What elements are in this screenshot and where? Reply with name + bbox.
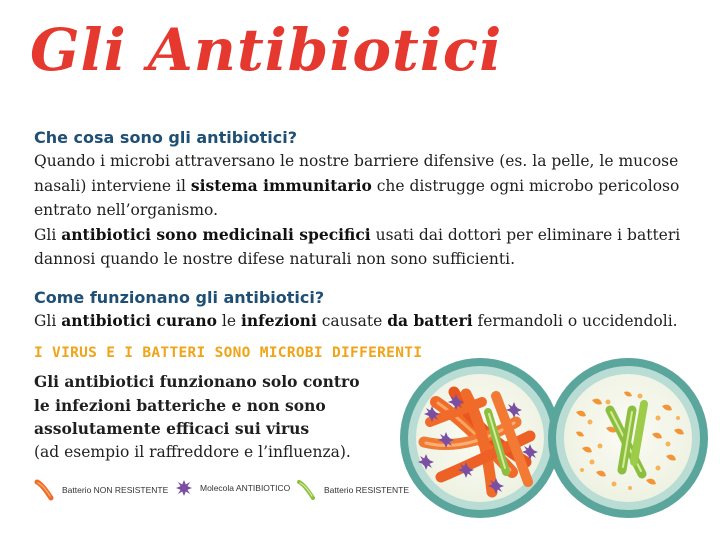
paragraph-how bbox=[34, 309, 694, 334]
petri-dish-after bbox=[548, 358, 708, 518]
text: causate bbox=[316, 312, 388, 330]
text: Gli bbox=[34, 225, 62, 244]
legend bbox=[34, 478, 414, 508]
page-title: Gli Antibiotici bbox=[30, 16, 503, 84]
virus-heading: I VIRUS E I BATTERI SONO MICROBI DIFFERENTI bbox=[34, 345, 423, 361]
virus-paragraph bbox=[34, 370, 394, 464]
section-heading: Che cosa sono gli antibiotici? bbox=[34, 128, 298, 147]
section-heading: Come funzionano gli antibiotici? bbox=[34, 288, 325, 307]
normal-line: (ad esempio il raffreddore e l’influenza). bbox=[34, 442, 351, 461]
bold-text: antibiotici curano bbox=[61, 311, 217, 330]
bold-line: assolutamente efficaci sui virus bbox=[34, 419, 310, 438]
section-how-work bbox=[34, 288, 694, 334]
text: Quando i microbi attraversano le nostre barriere difensive (es. la pelle, le mucose nasali) interviene il bbox=[34, 152, 679, 195]
bold-text: infezioni bbox=[240, 311, 317, 330]
petri-dish-before bbox=[400, 358, 560, 518]
bold-text: antibiotici sono medicinali specifici bbox=[61, 224, 371, 244]
text: le bbox=[216, 312, 241, 330]
legend-label: Batterio RESISTENTE bbox=[324, 485, 410, 495]
green-bacterium-icon bbox=[296, 478, 318, 502]
text: Gli bbox=[34, 312, 62, 330]
text: fermandoli o uccidendoli. bbox=[472, 312, 678, 330]
text: usati dai dottori per eliminare i batteri dannosi quando le nostre difese naturali non sono sufficienti. bbox=[34, 225, 681, 268]
paragraph-antibiotics bbox=[34, 223, 694, 272]
bold-line: le infezioni batteriche e non sono bbox=[34, 395, 326, 415]
section-what-are bbox=[34, 128, 694, 272]
legend-item-antibiotic bbox=[174, 478, 290, 498]
petri-dishes-illustration bbox=[396, 352, 712, 530]
bold-text: da batteri bbox=[387, 311, 473, 330]
bold-text: sistema immunitario bbox=[190, 175, 372, 195]
legend-label: Batterio NON RESISTENTE bbox=[62, 485, 169, 495]
legend-label: Molecola ANTIBIOTICO bbox=[200, 483, 291, 493]
orange-bacterium-icon bbox=[34, 478, 56, 502]
antibiotic-molecule-icon bbox=[174, 478, 194, 498]
text: che distrugge ogni microbo pericoloso entrato nell’organismo. bbox=[34, 176, 680, 219]
legend-item-resistant bbox=[296, 478, 409, 502]
paragraph-immune bbox=[34, 149, 694, 223]
bold-line: Gli antibiotici funzionano solo contro bbox=[34, 372, 360, 391]
legend-item-nonresistant bbox=[34, 478, 168, 502]
